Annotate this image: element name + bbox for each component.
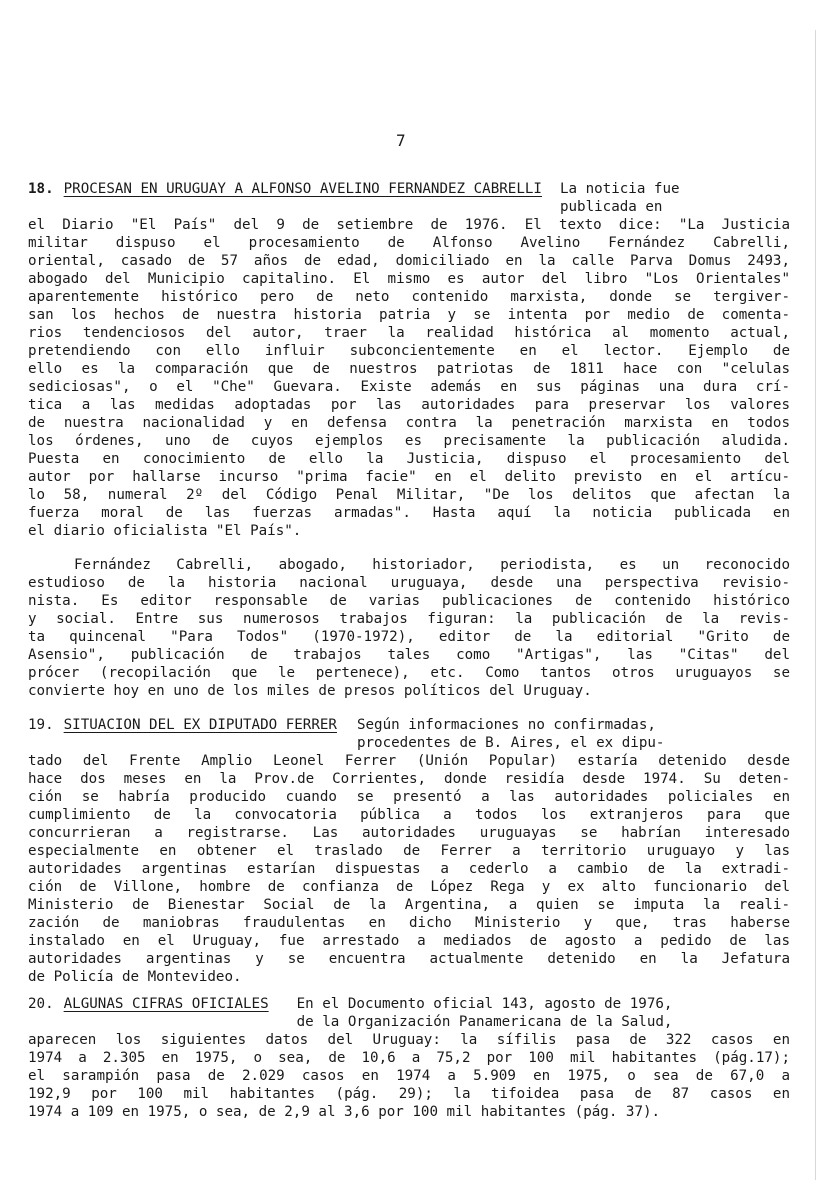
text-line: aparentemente histórico pero de neto contenido marxista, donde se tergiver- xyxy=(28,289,790,305)
section-lead-text: La noticia fue publicada en xyxy=(559,181,680,215)
section-heading xyxy=(28,180,790,216)
text-line: 192,9 por 100 mil habitantes (pág. 29); la tifoidea pasa de 87 casos en xyxy=(28,1086,790,1102)
section-number: 18. xyxy=(28,181,54,197)
text-line: ción se habría producido cuando se presentó a las autoridades policiales en xyxy=(28,789,790,805)
text-line: autoridades argentinas estarían dispuestas a cederlo a cambio de la extradi- xyxy=(28,861,790,877)
paragraph xyxy=(28,216,790,540)
text-line: especialmente en obtener el traslado de Ferrer a territorio uruguayo y las xyxy=(28,843,790,859)
text-line: tica a las medidas adoptadas por las autoridades para preservar los valores xyxy=(28,397,790,413)
text-line: el diario oficialista "El País". xyxy=(28,523,302,539)
text-line: militar dispuso el procesamiento de Alfonso Avelino Fernández Cabrelli, xyxy=(28,235,790,251)
text-line: de Policía de Montevideo. xyxy=(28,969,242,985)
text-line: abogado del Municipio capitalino. El mismo es autor del libro "Los Orientales" xyxy=(28,271,790,287)
text-line: y social. Entre sus numerosos trabajos figuran: la publicación de la revis- xyxy=(28,611,790,627)
text-line: Puesta en conocimiento de ello la Justicia, dispuso el procesamiento del xyxy=(28,451,790,467)
paragraph xyxy=(28,1031,790,1121)
text-line: Fernández Cabrelli, abogado, historiador, periodista, es un reconocido xyxy=(74,557,790,573)
text-line: zación de maniobras fraudulentas en dicho Ministerio y que, tras haberse xyxy=(28,915,790,931)
section-title: SITUACION DEL EX DIPUTADO FERRER xyxy=(63,717,337,733)
section-number: 19. xyxy=(28,717,54,733)
text-line: autor por hallarse incurso "prima facie" en el delito previsto en el artícu- xyxy=(28,469,790,485)
page-edge-line xyxy=(815,30,816,1180)
text-line: cumplimiento de la convocatoria pública a todos los extranjeros para que xyxy=(28,807,790,823)
text-line: hace dos meses en la Prov.de Corrientes, donde residía desde 1974. Su deten- xyxy=(28,771,790,787)
section-lead-text: Según informaciones no confirmadas, procedentes de B. Aires, el ex dipu- xyxy=(356,717,665,751)
text-line: sediciosas", o el "Che" Guevara. Existe además en sus páginas una dura crí- xyxy=(28,379,790,395)
section-heading xyxy=(28,716,790,752)
paragraph xyxy=(28,752,790,986)
text-line: aparecen los siguientes datos del Uruguay: la sífilis pasa de 322 casos en xyxy=(28,1032,790,1048)
text-line: ción de Villone, hombre de confianza de López Rega y ex alto funcionario del xyxy=(28,879,790,895)
text-line: el sarampión pasa de 2.029 casos en 1974 a 5.909 en 1975, o sea de 67,0 a xyxy=(28,1068,790,1084)
text-line: Ministerio de Bienestar Social de la Argentina, a quien se imputa la reali- xyxy=(28,897,790,913)
text-line: tado del Frente Amplio Leonel Ferrer (Unión Popular) estaría detenido desde xyxy=(28,753,790,769)
text-line: concurrieran a registrarse. Las autoridades uruguayas se habrían interesado xyxy=(28,825,790,841)
text-line: san los hechos de nuestra historia patria y se intenta por medio de comenta- xyxy=(28,307,790,323)
text-line: ello es la comparación que de nuestros patriotas de 1811 hace con "celulas xyxy=(28,361,790,377)
text-line: de nuestra nacionalidad y en defensa contra la penetración marxista en todos xyxy=(28,415,790,431)
text-line: prócer (recopilación que le pertenece), etc. Como tantos otros uruguayos se xyxy=(28,665,790,681)
section-19 xyxy=(28,716,790,986)
text-line: 1974 a 2.305 en 1975, o sea, de 10,6 a 75,2 por 100 mil habitantes (pág.17); xyxy=(28,1050,790,1066)
text-line: convierte hoy en uno de los miles de presos políticos del Uruguay. xyxy=(28,683,592,699)
text-line: fuerza moral de las fuerzas armadas". Hasta aquí la noticia publicada en xyxy=(28,505,790,521)
paragraph xyxy=(28,556,790,700)
text-line: 1974 a 109 en 1975, o sea, de 2,9 al 3,6 por 100 mil habitantes (pág. 37). xyxy=(28,1104,661,1120)
section-lead-text: En el Documento oficial 143, agosto de 1976, de la Organización Panamericana de la Salud, xyxy=(296,996,673,1030)
section-18 xyxy=(28,180,790,700)
text-line: instalado en el Uruguay, fue arrestado a mediados de agosto a pedido de las xyxy=(28,933,790,949)
text-line: estudioso de la historia nacional uruguaya, desde una perspectiva revisio- xyxy=(28,575,790,591)
section-number: 20. xyxy=(28,996,54,1012)
text-line: lo 58, numeral 2º del Código Penal Militar, "De los delitos que afectan la xyxy=(28,487,790,503)
text-line: Asensio", publicación de trabajos tales como "Artigas", las "Citas" del xyxy=(28,647,790,663)
text-line: ta quincenal "Para Todos" (1970-1972), editor de la editorial "Grito de xyxy=(28,629,790,645)
section-title: ALGUNAS CIFRAS OFICIALES xyxy=(63,996,269,1012)
text-line: los órdenes, uno de cuyos ejemplos es precisamente la publicación aludida. xyxy=(28,433,790,449)
section-title: PROCESAN EN URUGUAY A ALFONSO AVELINO FERNANDEZ CABRELLI xyxy=(63,181,542,197)
text-line: nista. Es editor responsable de varias publicaciones de contenido histórico xyxy=(28,593,790,609)
section-20 xyxy=(28,995,790,1121)
page-number: 7 xyxy=(396,131,406,150)
text-line: rios tendenciosos del autor, traer la realidad histórica al momento actual, xyxy=(28,325,790,341)
text-line: oriental, casado de 57 años de edad, domiciliado en la calle Parva Domus 2493, xyxy=(28,253,790,269)
text-line: pretendiendo con ello influir subconcientemente en el lector. Ejemplo de xyxy=(28,343,790,359)
text-line: autoridades argentinas y se encuentra actualmente detenido en la Jefatura xyxy=(28,951,790,967)
text-line: el Diario "El País" del 9 de setiembre de 1976. El texto dice: "La Justicia xyxy=(28,217,790,233)
section-heading xyxy=(28,995,790,1031)
